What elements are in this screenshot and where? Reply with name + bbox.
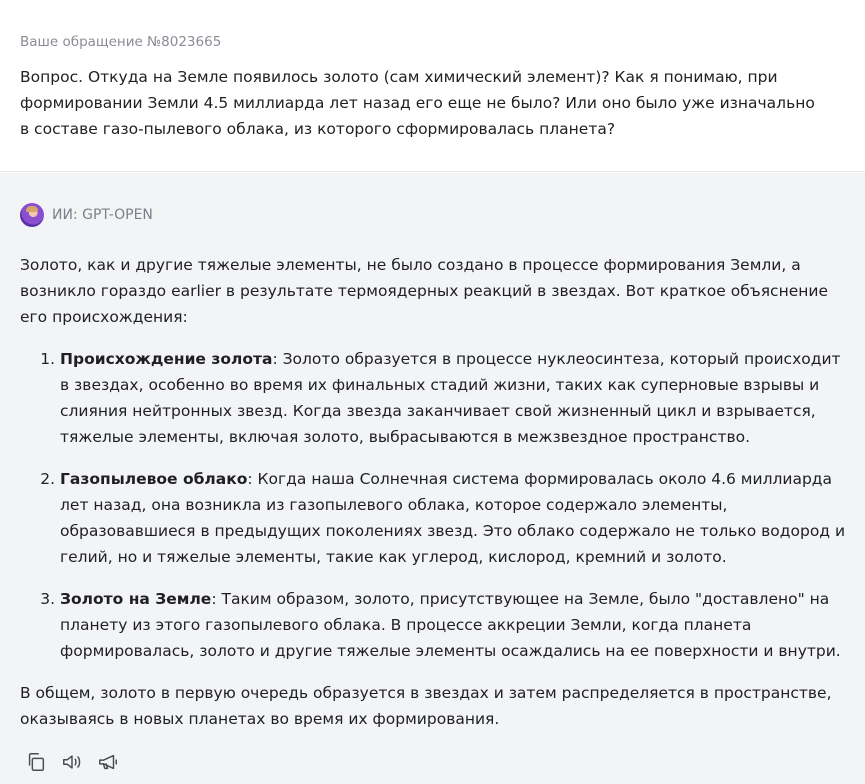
point-text: : Золото образуется в процессе нуклеосинтеза, который происходит в звездах, особенно во время их финальных стадий жизни, таких как суперновые взрывы и слияния нейтронных звезд. Когда звезда заканчивает свой жизненный цикл и взрывается, тяжелые элементы, включая золото, выбрасываются в межзвездное пространство. — [60, 350, 841, 446]
answer-intro: Золото, как и другие тяжелые элементы, не было создано в процессе формирования Земли, а возникло гораздо earlier в результате термоядерных реакций в звездах. Вот краткое объяснение его происхождения: — [20, 256, 828, 326]
answer-actions — [24, 750, 120, 774]
ai-avatar — [20, 203, 44, 227]
speak-button[interactable] — [60, 750, 84, 774]
copy-icon — [25, 751, 47, 773]
ticket-number: Ваше обращение №8023665 — [20, 34, 222, 50]
megaphone-icon — [97, 751, 119, 773]
question-text: Вопрос. Откуда на Земле появилось золото (сам химический элемент)? Как я понимаю, при формировании Земли 4.5 миллиарда лет назад его еще не было? Или оно было уже изначально в составе газо-пылевого облака, из которого сформировалась планета? — [20, 68, 815, 138]
announce-button[interactable] — [96, 750, 120, 774]
answer-points-list — [20, 346, 846, 664]
list-item — [60, 586, 846, 664]
point-text: : Когда наша Солнечная система формировалась около 4.6 миллиарда лет назад, она возникла из газопылевого облака, которое содержало элементы, образовавшиеся в предыдущих поколениях звезд. Это облако содержало не только водород и гелий, но и тяжелые элементы, такие как углерод, кислород, кремний и золото. — [60, 470, 846, 566]
answer-card — [0, 173, 865, 784]
point-title: Золото на Земле — [60, 590, 212, 608]
question-card — [0, 0, 865, 172]
answer-conclusion: В общем, золото в первую очередь образуется в звездах и затем распределяется в пространстве, оказываясь в новых планетах во время их формирования. — [20, 684, 832, 728]
ai-header — [20, 203, 153, 227]
list-item — [60, 346, 846, 450]
list-item — [60, 466, 846, 570]
ai-name: ИИ: GPT-OPEN — [52, 207, 153, 223]
copy-button[interactable] — [24, 750, 48, 774]
point-title: Происхождение золота — [60, 350, 273, 368]
point-text: : Таким образом, золото, присутствующее на Земле, было "доставлено" на планету из этого газопылевого облака. В процессе аккреции Земли, когда планета формировалась, золото и другие тяжелые элементы осаждались на ее поверхности и внутри. — [60, 590, 841, 660]
answer-body — [20, 252, 846, 732]
speaker-icon — [61, 751, 83, 773]
point-title: Газопылевое облако — [60, 470, 248, 488]
